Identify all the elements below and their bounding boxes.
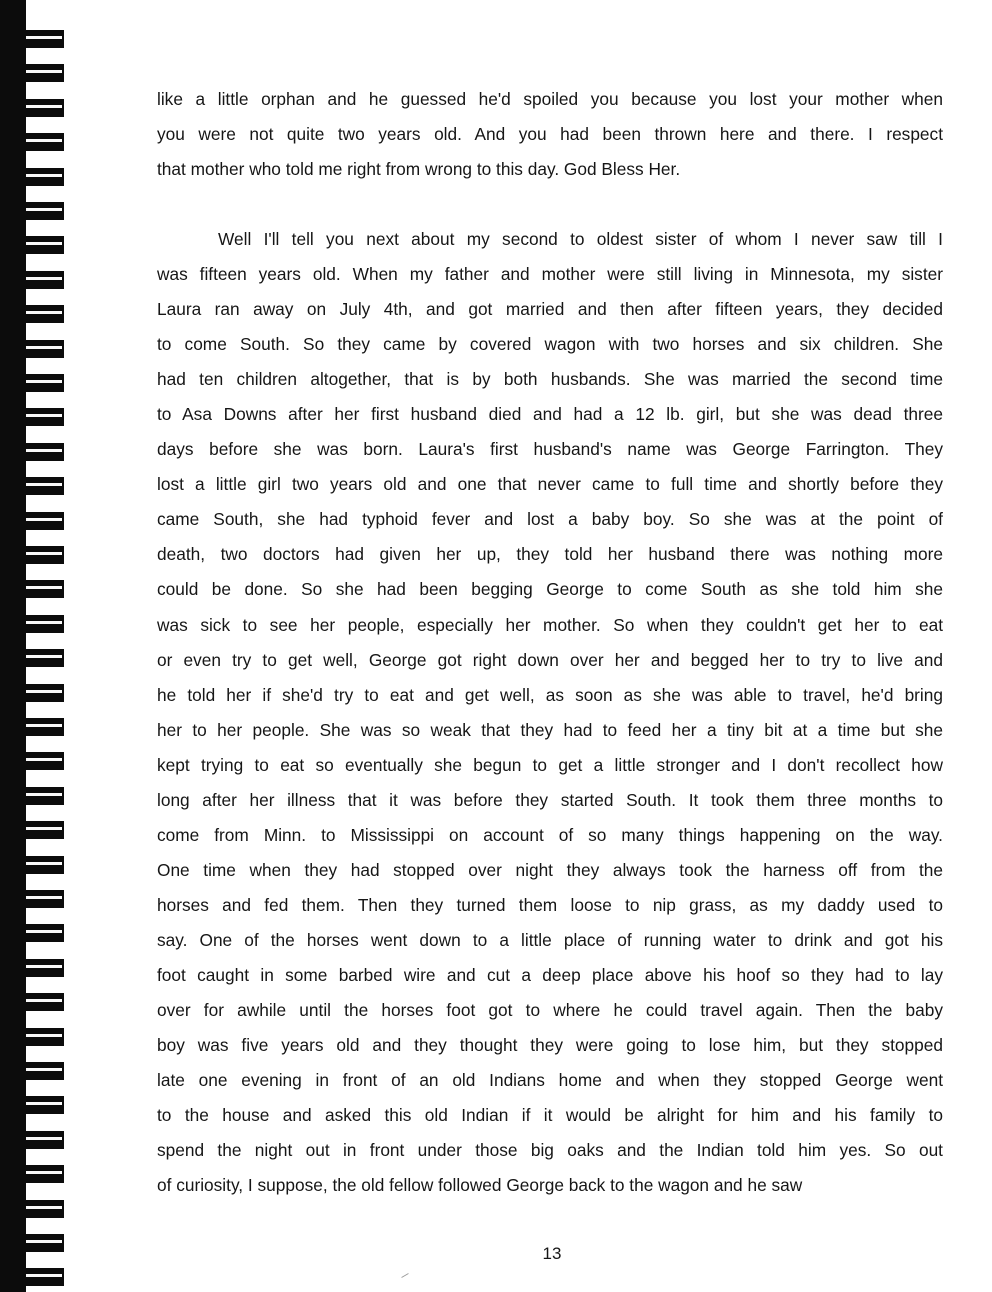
binding-tooth: [20, 821, 64, 839]
binding-tooth: [20, 99, 64, 117]
binding-tooth: [20, 1131, 64, 1149]
binding-tooth: [20, 1165, 64, 1183]
text-line: he told her if she'd try to eat and get well, as soon as she was able to travel, he'd bring: [157, 684, 943, 705]
text-line: lost a little girl two years old and one that never came to full time and shortly before they: [157, 474, 943, 495]
binding-tooth: [20, 684, 64, 702]
binding-tooth: [20, 787, 64, 805]
scan-speck: [401, 1273, 408, 1278]
text-line: days before she was born. Laura's first husband's name was George Farrington. They: [157, 439, 943, 460]
text-line: boy was five years old and they thought they were going to lose him, but they stopped: [157, 1035, 943, 1056]
binding-tooth: [20, 236, 64, 254]
binding-tooth: [20, 340, 64, 358]
text-line: spend the night out in front under those big oaks and the Indian told him yes. So out: [157, 1140, 943, 1161]
text-line: over for awhile until the horses foot got to where he could travel again. Then the baby: [157, 1000, 943, 1021]
binding-tooth: [20, 133, 64, 151]
binding-tooth: [20, 1096, 64, 1114]
binding-tooth: [20, 649, 64, 667]
binding-tooth: [20, 1062, 64, 1080]
binding-tooth: [20, 271, 64, 289]
paragraph-1: [157, 82, 943, 187]
text-line: kept trying to eat so eventually she begun to get a little stronger and I don't recollect how: [157, 754, 943, 775]
binding-tooth: [20, 408, 64, 426]
comb-binding: [0, 0, 70, 1292]
binding-tooth: [20, 718, 64, 736]
text-line: to Asa Downs after her first husband died and had a 12 lb. girl, but she was dead three: [157, 404, 943, 425]
text-line: came South, she had typhoid fever and lost a baby boy. So she was at the point of: [157, 509, 943, 530]
binding-tooth: [20, 443, 64, 461]
text-line: was sick to see her people, especially her mother. So when they couldn't get her to eat: [157, 614, 943, 635]
text-line: to come South. So they came by covered wagon with two horses and six children. She: [157, 334, 943, 355]
binding-tooth: [20, 580, 64, 598]
text-line: One time when they had stopped over night they always took the harness off from the: [157, 859, 943, 880]
binding-tooth: [20, 615, 64, 633]
binding-tooth: [20, 1028, 64, 1046]
binding-tooth: [20, 752, 64, 770]
text-line: long after her illness that it was before they started South. It took them three months to: [157, 789, 943, 810]
text-line: death, two doctors had given her up, they told her husband there was nothing more: [157, 544, 943, 565]
binding-tooth: [20, 202, 64, 220]
binding-tooth: [20, 546, 64, 564]
page-number: 13: [542, 1244, 562, 1263]
binding-tooth: [20, 1268, 64, 1286]
paragraph-2: [157, 222, 943, 1203]
binding-tooth: [20, 856, 64, 874]
text-line: or even try to get well, George got right down over her and begged her to try to live and: [157, 649, 943, 670]
text-line: horses and fed them. Then they turned them loose to nip grass, as my daddy used to: [157, 894, 943, 915]
binding-tooth: [20, 1200, 64, 1218]
text-line: that mother who told me right from wrong to this day. God Bless Her.: [157, 159, 681, 180]
binding-tooth: [20, 64, 64, 82]
text-line: Well I'll tell you next about my second to oldest sister of whom I never saw till I: [218, 229, 943, 249]
text-line: come from Minn. to Mississippi on account of so many things happening on the way.: [157, 824, 943, 845]
text-line: like a little orphan and he guessed he'd spoiled you because you lost your mother when: [157, 89, 943, 109]
binding-tooth: [20, 993, 64, 1011]
binding-tooth: [20, 890, 64, 908]
text-line: foot caught in some barbed wire and cut a deep place above his hoof so they had to lay: [157, 964, 943, 985]
text-line: had ten children altogether, that is by both husbands. She was married the second time: [157, 369, 943, 390]
text-line: Laura ran away on July 4th, and got married and then after fifteen years, they decided: [157, 299, 943, 320]
text-line: you were not quite two years old. And you had been thrown here and there. I respect: [157, 124, 943, 145]
text-line: to the house and asked this old Indian if it would be alright for him and his family to: [157, 1105, 943, 1126]
text-line: could be done. So she had been begging George to come South as she told him she: [157, 579, 943, 600]
text-line: her to her people. She was so weak that they had to feed her a tiny bit at a time but she: [157, 719, 943, 740]
binding-tooth: [20, 168, 64, 186]
binding-tooth: [20, 477, 64, 495]
binding-tooth: [20, 959, 64, 977]
binding-tooth: [20, 924, 64, 942]
binding-tooth: [20, 305, 64, 323]
text-line: was fifteen years old. When my father and mother were still living in Minnesota, my sister: [157, 264, 943, 285]
text-line: say. One of the horses went down to a little place of running water to drink and got his: [157, 929, 943, 950]
text-line: late one evening in front of an old Indians home and when they stopped George went: [157, 1070, 943, 1091]
binding-tooth: [20, 374, 64, 392]
binding-tooth: [20, 30, 64, 48]
text-line: of curiosity, I suppose, the old fellow followed George back to the wagon and he saw: [157, 1175, 803, 1196]
binding-tooth: [20, 512, 64, 530]
